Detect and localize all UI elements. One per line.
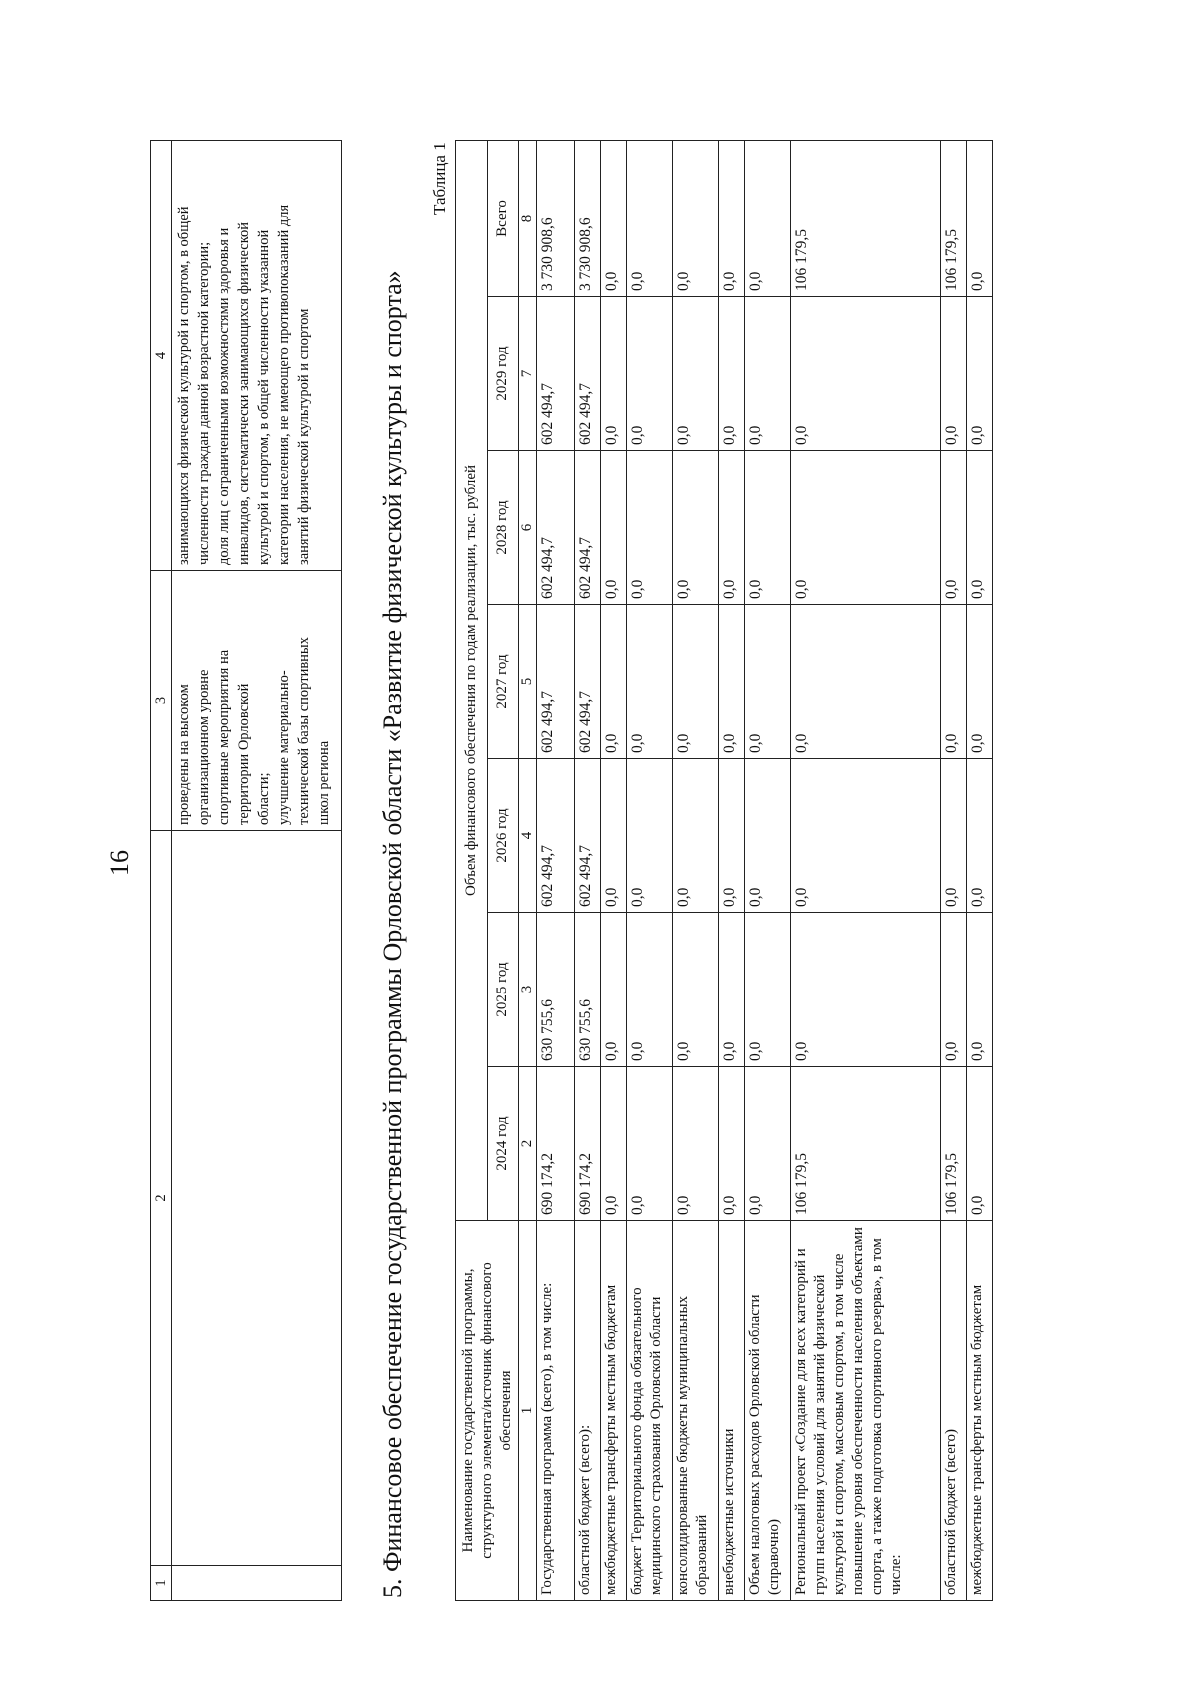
fin-row-value: 0,0	[627, 759, 673, 913]
fin-year-header: 2027 год	[487, 605, 519, 759]
fin-row-value: 0,0	[627, 1067, 673, 1221]
fin-row-name: консолидированные бюджеты муниципальных образований	[673, 1221, 719, 1601]
fin-row-name: областной бюджет (всего)	[941, 1221, 967, 1601]
fin-row-value: 0,0	[941, 759, 967, 913]
fin-row-value: 0,0	[601, 759, 627, 913]
upper-table	[150, 140, 342, 1601]
fin-row-value: 0,0	[967, 297, 993, 451]
fin-index-cell: 2	[519, 1067, 537, 1221]
fin-row-value: 630 755,6	[575, 913, 601, 1067]
fin-row-value: 0,0	[941, 913, 967, 1067]
upper-cell-4-line: численности граждан данной возрастной категории;	[196, 241, 212, 565]
fin-table-row	[575, 140, 601, 1600]
fin-row-value: 0,0	[601, 605, 627, 759]
upper-cell-4-line: занимающихся физической культурой и спортом, в общей	[176, 206, 192, 565]
fin-row-value: 0,0	[791, 297, 941, 451]
fin-row-value: 602 494,7	[575, 759, 601, 913]
fin-year-header: 2026 год	[487, 759, 519, 913]
fin-row-value: 0,0	[745, 1067, 791, 1221]
upper-cell-4-line: занятий физической культурой и спортом	[296, 308, 312, 565]
fin-row-value: 0,0	[745, 297, 791, 451]
section-heading: 5. Финансовое обеспечение государственной программы Орловской области «Развитие физической культуры и спорта»	[378, 270, 407, 1598]
fin-row-value: 0,0	[745, 759, 791, 913]
fin-table	[455, 140, 993, 1601]
upper-cell-3-line: улучшение материально-	[276, 670, 292, 825]
fin-row-value: 0,0	[673, 297, 719, 451]
fin-row-value: 630 755,6	[537, 913, 575, 1067]
fin-index-cell: 1	[519, 1221, 537, 1601]
upper-header-cell: 2	[151, 831, 172, 1566]
fin-row-total: 0,0	[627, 140, 673, 296]
fin-row-value: 0,0	[941, 451, 967, 605]
fin-row-value: 0,0	[673, 605, 719, 759]
fin-index-cell: 4	[519, 759, 537, 913]
upper-cell-3-line: технической базы спортивных	[296, 637, 312, 825]
fin-index-cell: 5	[519, 605, 537, 759]
upper-table-container	[150, 140, 342, 1601]
fin-row-name: внебюджетные источники	[719, 1221, 745, 1601]
fin-row-value: 0,0	[967, 913, 993, 1067]
fin-row-value: 0,0	[719, 605, 745, 759]
page-number: 16	[105, 850, 134, 876]
fin-row-total: 3 730 908,6	[537, 140, 575, 296]
fin-row-name: Региональный проект «Создание для всех категорий и групп населения условий для занятий физической культурой и спортом, массовым спортом, в том числе повышение уровня обеспеченности населения объектами спорта, а также подготовка спортивного резерва», в том числе:	[791, 1221, 941, 1601]
upper-cell-3-line: школ региона	[316, 740, 332, 825]
upper-cell-4-line: инвалидов, систематически занимающихся физической	[236, 221, 252, 565]
fin-row-value: 602 494,7	[537, 297, 575, 451]
fin-row-value: 0,0	[673, 1067, 719, 1221]
upper-cell-4-line: категории населения, не имеющего противопоказаний для	[276, 204, 292, 565]
fin-index-cell: 6	[519, 451, 537, 605]
fin-year-header: 2029 год	[487, 297, 519, 451]
upper-cell-1	[172, 1566, 342, 1601]
upper-table-header-row	[151, 141, 172, 1601]
upper-cell-4-line: культурой и спортом, в общей численности указанной	[256, 229, 272, 565]
upper-cell-3	[172, 571, 342, 831]
fin-year-header: 2024 год	[487, 1067, 519, 1221]
fin-row-value: 0,0	[745, 913, 791, 1067]
upper-cell-3-line: территории Орловской	[236, 683, 252, 825]
upper-table-row	[172, 141, 342, 1601]
fin-table-row	[791, 140, 941, 1600]
fin-table-row	[537, 140, 575, 1600]
fin-row-value: 602 494,7	[575, 605, 601, 759]
fin-row-value: 0,0	[719, 913, 745, 1067]
fin-row-value: 0,0	[967, 1067, 993, 1221]
fin-table-row	[627, 140, 673, 1600]
fin-row-value: 0,0	[967, 605, 993, 759]
fin-table-row	[941, 140, 967, 1600]
upper-header-cell: 1	[151, 1566, 172, 1601]
fin-row-value: 0,0	[719, 451, 745, 605]
fin-row-value: 690 174,2	[575, 1067, 601, 1221]
fin-row-value: 0,0	[673, 451, 719, 605]
fin-row-value: 602 494,7	[537, 759, 575, 913]
fin-row-value: 602 494,7	[537, 605, 575, 759]
fin-row-value: 106 179,5	[941, 1067, 967, 1221]
fin-row-name: межбюджетные трансферты местным бюджетам	[967, 1221, 993, 1601]
table-label: Таблица 1	[430, 142, 449, 215]
fin-row-name: межбюджетные трансферты местным бюджетам	[601, 1221, 627, 1601]
fin-row-value: 0,0	[601, 913, 627, 1067]
fin-row-value: 0,0	[941, 297, 967, 451]
fin-row-value: 0,0	[791, 759, 941, 913]
fin-total-header: Всего	[487, 140, 519, 296]
fin-row-name: бюджет Территориального фонда обязательного медицинского страхования Орловской области	[627, 1221, 673, 1601]
fin-row-value: 602 494,7	[575, 451, 601, 605]
fin-row-name: Государственная программа (всего), в том числе:	[537, 1221, 575, 1601]
fin-row-value: 0,0	[791, 913, 941, 1067]
fin-row-total: 0,0	[719, 140, 745, 296]
fin-row-value: 0,0	[627, 913, 673, 1067]
upper-cell-3-line: спортивные мероприятия на	[216, 649, 232, 825]
fin-index-cell: 8	[519, 140, 537, 296]
upper-cell-3-line: организационном уровне	[196, 669, 212, 825]
fin-header-name: Наименование государственной программы, структурного элемента/источник финансового обеспечения	[456, 1221, 519, 1601]
fin-table-row	[719, 140, 745, 1600]
fin-row-value: 0,0	[719, 1067, 745, 1221]
fin-row-total: 0,0	[967, 140, 993, 296]
fin-table-row	[673, 140, 719, 1600]
fin-row-value: 0,0	[967, 451, 993, 605]
fin-header-row	[456, 140, 488, 1600]
fin-row-value: 0,0	[601, 451, 627, 605]
fin-table-body	[537, 140, 993, 1600]
fin-row-value: 690 174,2	[537, 1067, 575, 1221]
fin-row-value: 0,0	[719, 297, 745, 451]
fin-row-value: 0,0	[745, 451, 791, 605]
fin-index-cell: 7	[519, 297, 537, 451]
upper-cell-2	[172, 831, 342, 1566]
fin-row-total: 106 179,5	[941, 140, 967, 296]
fin-index-cell: 3	[519, 913, 537, 1067]
fin-row-value: 106 179,5	[791, 1067, 941, 1221]
fin-index-row	[519, 140, 537, 1600]
fin-row-value: 0,0	[627, 297, 673, 451]
fin-row-total: 0,0	[673, 140, 719, 296]
fin-row-total: 0,0	[601, 140, 627, 296]
fin-row-value: 0,0	[673, 759, 719, 913]
fin-year-header: 2025 год	[487, 913, 519, 1067]
upper-cell-3-line: проведены на высоком	[176, 684, 192, 825]
fin-row-total: 3 730 908,6	[575, 140, 601, 296]
fin-row-value: 0,0	[601, 1067, 627, 1221]
fin-year-header: 2028 год	[487, 451, 519, 605]
fin-table-container	[455, 140, 993, 1601]
upper-header-cell: 3	[151, 571, 172, 831]
fin-row-total: 106 179,5	[791, 140, 941, 296]
upper-cell-4-line: доля лиц с ограниченными возможностями здоровья и	[216, 227, 232, 565]
upper-header-cell: 4	[151, 141, 172, 571]
fin-row-value: 0,0	[601, 297, 627, 451]
fin-row-value: 0,0	[627, 451, 673, 605]
fin-row-value: 0,0	[791, 605, 941, 759]
fin-row-value: 0,0	[941, 605, 967, 759]
fin-row-value: 0,0	[673, 913, 719, 1067]
fin-table-row	[967, 140, 993, 1600]
fin-row-value: 602 494,7	[537, 451, 575, 605]
fin-row-value: 0,0	[627, 605, 673, 759]
fin-row-value: 0,0	[745, 605, 791, 759]
fin-row-name: областной бюджет (всего):	[575, 1221, 601, 1601]
fin-table-row	[745, 140, 791, 1600]
fin-row-value: 0,0	[967, 759, 993, 913]
upper-cell-3-line: области;	[256, 772, 272, 825]
upper-cell-4	[172, 141, 342, 571]
fin-row-value: 0,0	[791, 451, 941, 605]
fin-row-total: 0,0	[745, 140, 791, 296]
fin-row-value: 602 494,7	[575, 297, 601, 451]
fin-table-row	[601, 140, 627, 1600]
fin-header-volume: Объем финансового обеспечения по годам реализации, тыс. рублей	[456, 140, 488, 1220]
fin-row-name: Объем налоговых расходов Орловской области (справочно)	[745, 1221, 791, 1601]
fin-row-value: 0,0	[719, 759, 745, 913]
